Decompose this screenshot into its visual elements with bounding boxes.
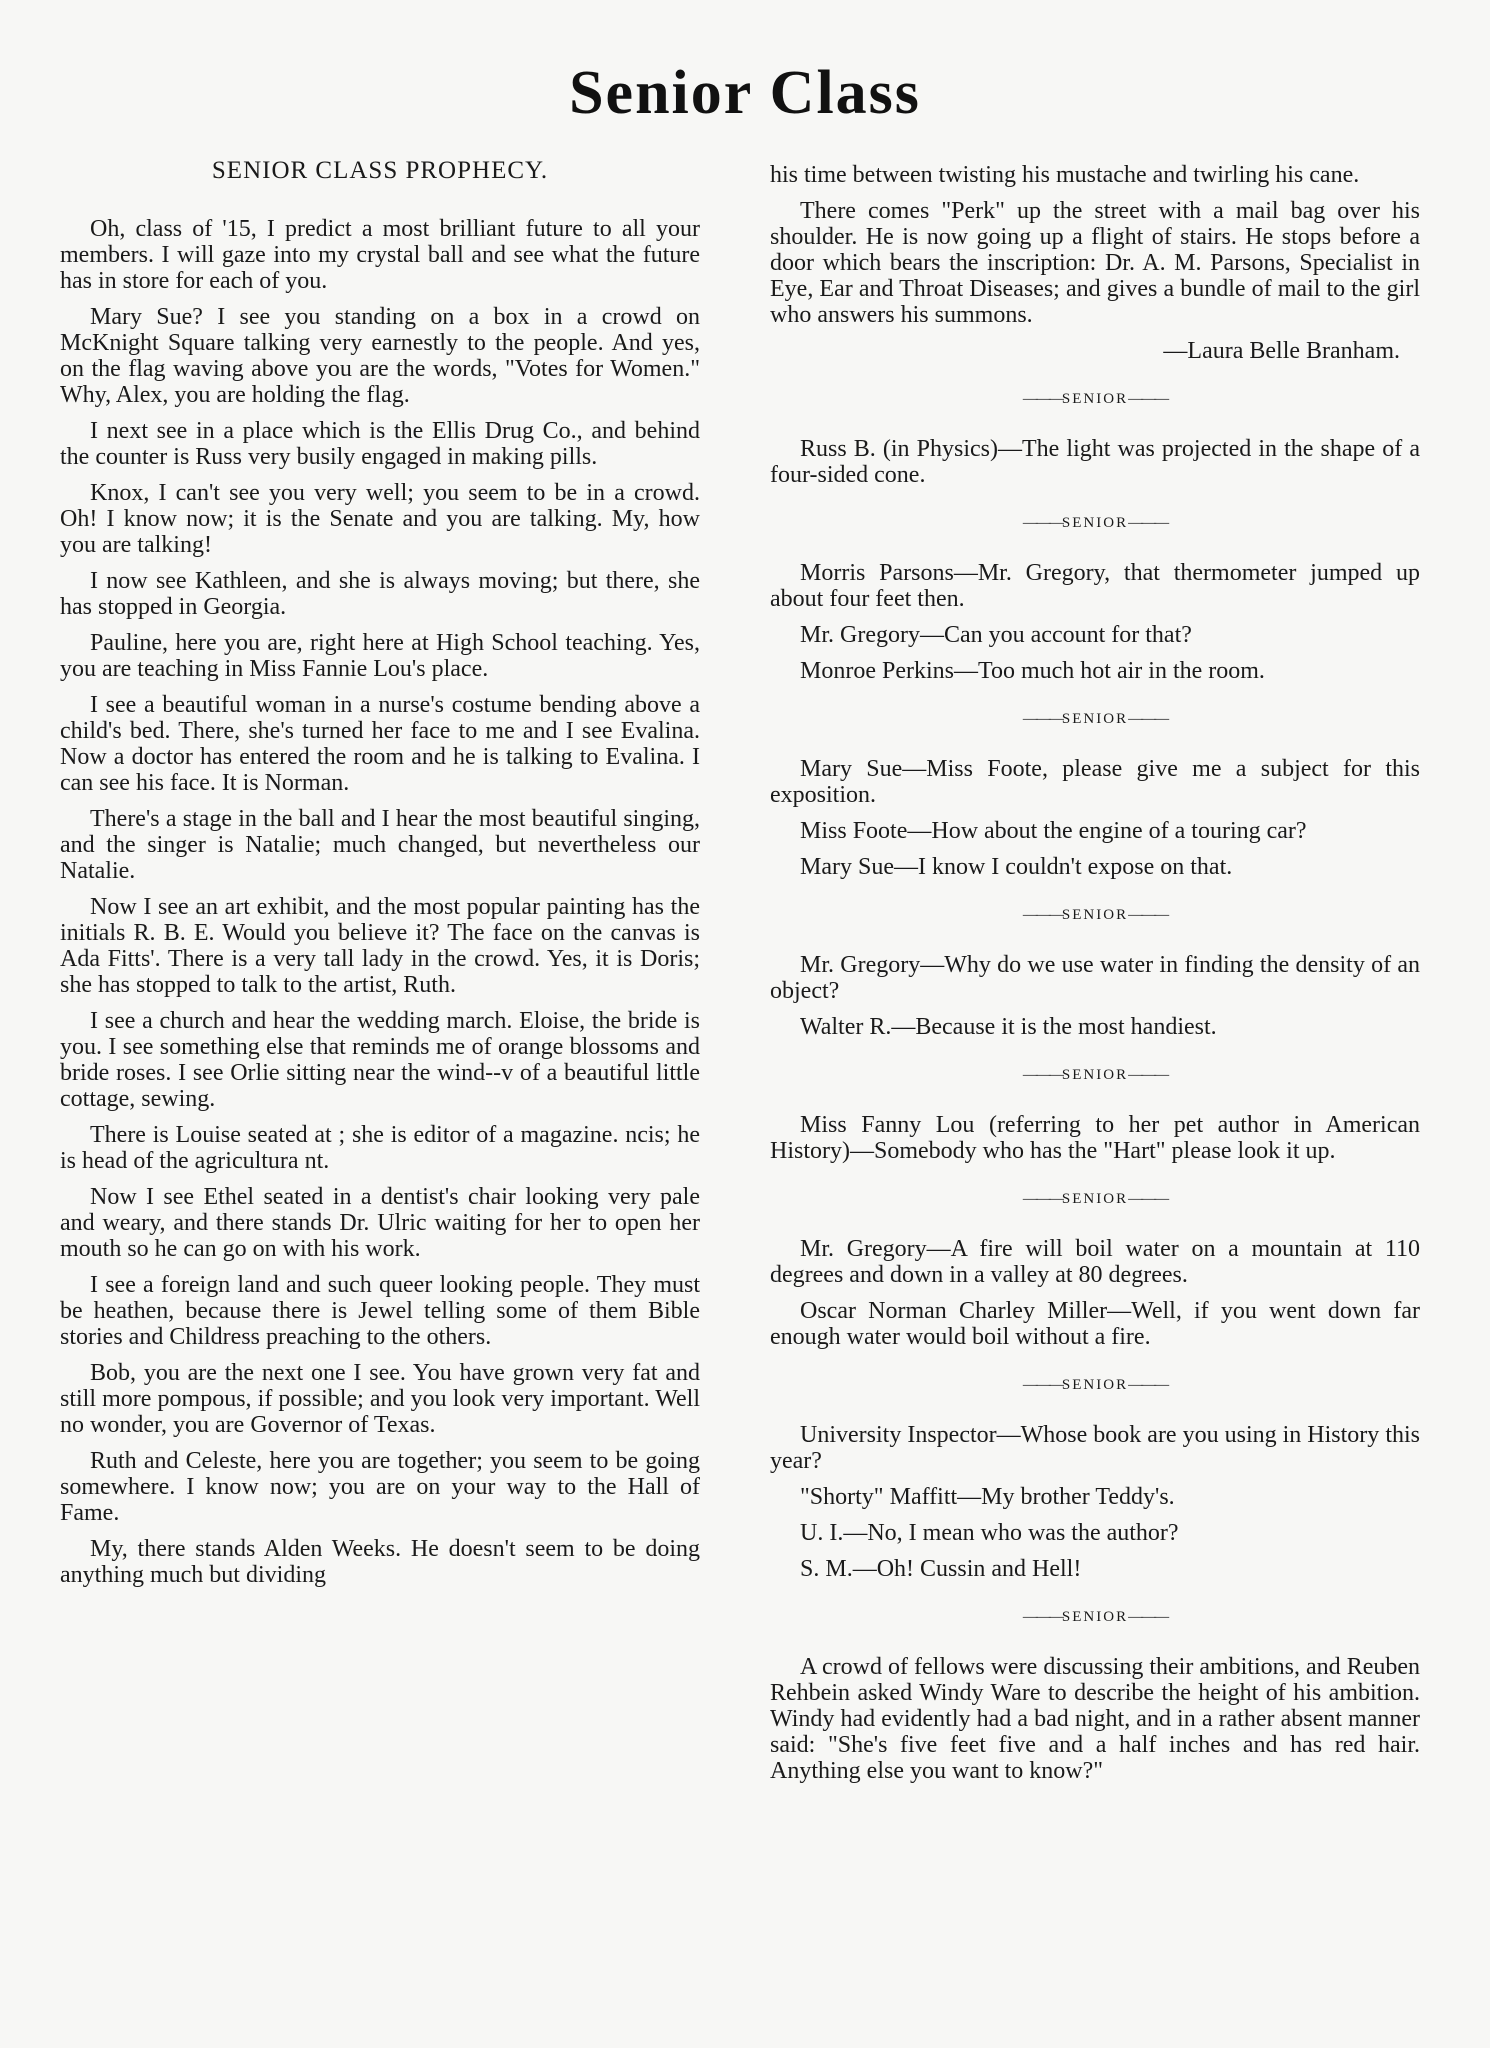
paragraph: There's a stage in the ball and I hear the most beautiful singing, and the singer is Natalie; much changed, but nevertheless our Natalie. [60, 806, 700, 884]
senior-separator: ——— SENIOR ——— [770, 510, 1420, 536]
paragraph: Oh, class of '15, I predict a most brilliant future to all your members. I will gaze into my crystal ball and see what the future has in store for each of you. [60, 216, 700, 294]
joke-line: University Inspector—Whose book are you using in History this year? [770, 1422, 1420, 1474]
joke-line: Miss Fanny Lou (referring to her pet author in American History)—Somebody who has the "Hart" please look it up. [770, 1112, 1420, 1164]
senior-separator: ——— SENIOR ——— [770, 902, 1420, 928]
paragraph: I see a church and hear the wedding march. Eloise, the bride is you. I see something else that reminds me of orange blossoms and bride roses. I see Orlie sitting near the wind--v of a beautiful little cottage, sewing. [60, 1008, 700, 1112]
senior-separator: ——— SENIOR ——— [770, 1372, 1420, 1398]
paragraph: Ruth and Celeste, here you are together; you seem to be going somewhere. I know now; you are on your way to the Hall of Fame. [60, 1448, 700, 1526]
paragraph: My, there stands Alden Weeks. He doesn't seem to be doing anything much but dividing [60, 1536, 700, 1588]
senior-separator: ——— SENIOR ——— [770, 1604, 1420, 1630]
paragraph: Now I see an art exhibit, and the most popular painting has the initials R. B. E. Would you believe it? The face on the canvas is Ada Fitts'. There is a very tall lady in the crowd. Yes, it is Doris; she has stopped to talk to the artist, Ruth. [60, 894, 700, 998]
joke-line: "Shorty" Maffitt—My brother Teddy's. [800, 1484, 1175, 1510]
joke-line: S. M.—Oh! Cussin and Hell! [800, 1556, 1082, 1582]
prophecy-heading: SENIOR CLASS PROPHECY. [211, 157, 549, 184]
senior-separator: ——— SENIOR ——— [770, 706, 1420, 732]
joke-line: Monroe Perkins—Too much hot air in the room. [800, 658, 1265, 684]
senior-separator: ——— SENIOR ——— [770, 386, 1420, 412]
paragraph: his time between twisting his mustache and twirling his cane. [770, 162, 1360, 188]
paragraph: I see a beautiful woman in a nurse's costume bending above a child's bed. There, she's turned her face to me and I see Evalina. Now a doctor has entered the room and he is talking to Evalina. I can see his face. It is Norman. [60, 692, 700, 796]
page-title: Senior Class [569, 59, 921, 127]
paragraph: There comes "Perk" up the street with a mail bag over his shoulder. He is now going up a flight of stairs. He stops before a door which bears the inscription: Dr. A. M. Parsons, Specialist in Eye, Ear and Throat Diseases; and gives a bundle of mail to the girl who answers his summons. [770, 198, 1420, 328]
senior-separator: ——— SENIOR ——— [770, 1186, 1420, 1212]
joke-line: Mr. Gregory—Why do we use water in finding the density of an object? [770, 952, 1420, 1004]
joke-line: Mary Sue—Miss Foote, please give me a subject for this exposition. [770, 756, 1420, 808]
right-column [770, 162, 1420, 1794]
senior-separator: ——— SENIOR ——— [770, 1062, 1420, 1088]
signature: —Laura Belle Branham. [1163, 338, 1400, 364]
joke-line: Russ B. (in Physics)—The light was projected in the shape of a four-sided cone. [770, 436, 1420, 488]
paragraph: I see a foreign land and such queer looking people. They must be heathen, because there is Jewel telling some of them Bible stories and Childress preaching to the others. [60, 1272, 700, 1350]
paragraph: Bob, you are the next one I see. You have grown very fat and still more pompous, if possible; and you look very important. Well no wonder, you are Governor of Texas. [60, 1360, 700, 1438]
joke-line: Mr. Gregory—Can you account for that? [800, 622, 1192, 648]
joke-line: Oscar Norman Charley Miller—Well, if you went down far enough water would boil without a fire. [770, 1298, 1420, 1350]
paragraph: Pauline, here you are, right here at High School teaching. Yes, you are teaching in Miss Fannie Lou's place. [60, 630, 700, 682]
left-column [60, 158, 700, 1598]
paragraph: Knox, I can't see you very well; you seem to be in a crowd. Oh! I know now; it is the Senate and you are talking. My, how you are talking! [60, 480, 700, 558]
paragraph: Mary Sue? I see you standing on a box in a crowd on McKnight Square talking very earnestly to the people. And yes, on the flag waving above you are the words, "Votes for Women." Why, Alex, you are holding the flag. [60, 304, 700, 408]
paragraph: I now see Kathleen, and she is always moving; but there, she has stopped in Georgia. [60, 568, 700, 620]
joke-line: Mr. Gregory—A fire will boil water on a mountain at 110 degrees and down in a valley at 80 degrees. [770, 1236, 1420, 1288]
joke-line: A crowd of fellows were discussing their ambitions, and Reuben Rehbein asked Windy Ware to describe the height of his ambition. Windy had evidently had a bad night, and in a rather absent manner said: "She's five feet five and a half inches and has red hair. Anything else you want to know?" [770, 1654, 1420, 1784]
joke-line: Walter R.—Because it is the most handiest. [800, 1014, 1217, 1040]
paragraph: Now I see Ethel seated in a dentist's chair looking very pale and weary, and there stands Dr. Ulric waiting for her to open her mouth so he can go on with his work. [60, 1184, 700, 1262]
joke-line: U. I.—No, I mean who was the author? [800, 1520, 1179, 1546]
joke-line: Miss Foote—How about the engine of a touring car? [800, 818, 1307, 844]
paragraph: There is Louise seated at ; she is editor of a magazine. ncis; he is head of the agricultura nt. [60, 1122, 700, 1174]
joke-line: Mary Sue—I know I couldn't expose on that. [800, 854, 1233, 880]
joke-line: Morris Parsons—Mr. Gregory, that thermometer jumped up about four feet then. [770, 560, 1420, 612]
paragraph: I next see in a place which is the Ellis Drug Co., and behind the counter is Russ very busily engaged in making pills. [60, 418, 700, 470]
